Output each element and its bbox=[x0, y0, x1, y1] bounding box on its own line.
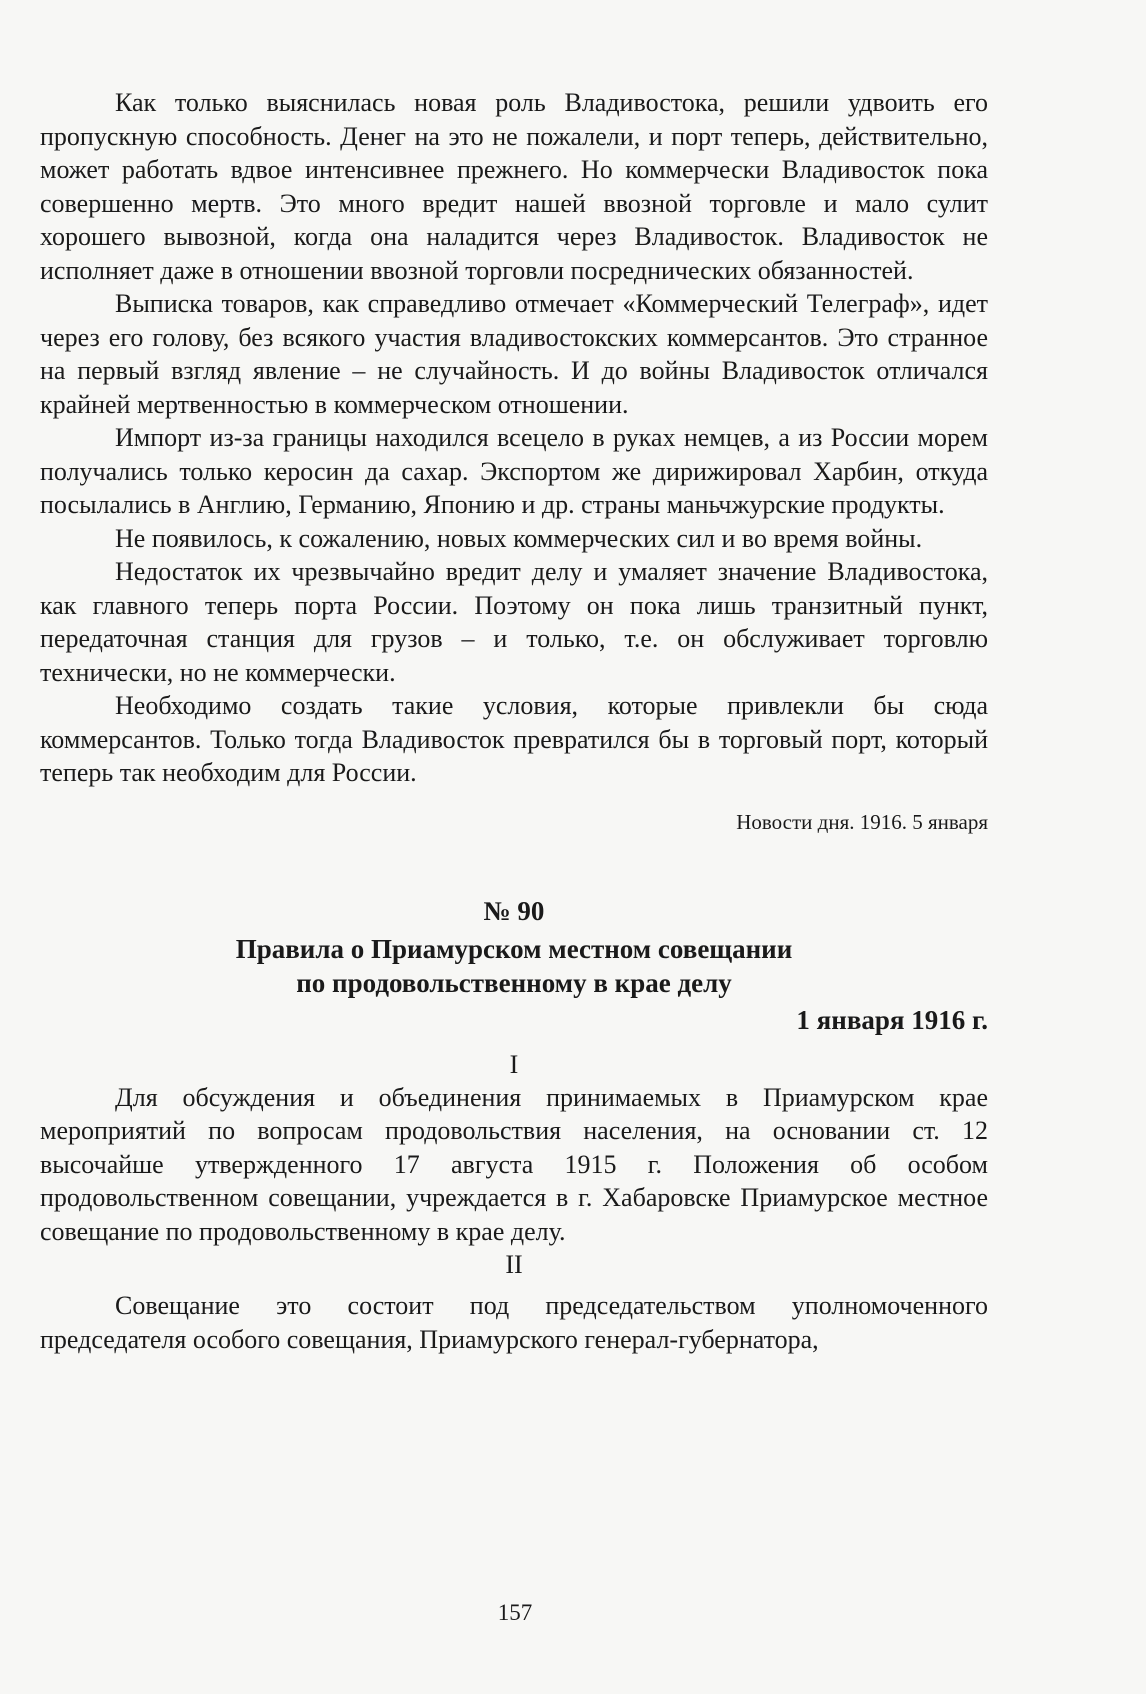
section-heading-2: II bbox=[505, 1250, 523, 1279]
section-heading-1: I bbox=[509, 1049, 519, 1079]
document-number: № 90 bbox=[483, 895, 545, 926]
source-citation: Новости дня. 1916. 5 января bbox=[736, 809, 988, 834]
paragraph-conditions-needed: Необходимо создать такие условия, которые привлекли бы сюда коммерсантов. Только тогда Владивосток превратился бы в торговый порт, который теперь так необходим для России. bbox=[40, 691, 988, 787]
section-2-text: Совещание это состоит под председательством уполномоченного председателя особого совещания, Приамурского генерал-губернатора, bbox=[40, 1291, 988, 1354]
page-text bbox=[40, 86, 988, 1356]
document-title-line-2: по продовольственному в крае делу bbox=[296, 967, 732, 998]
page-number: 157 bbox=[497, 1600, 533, 1625]
paragraph-import-export: Импорт из-за границы находился всецело в руках немцев, а из России морем получались только керосин да сахар. Экспортом же дирижировал Харбин, откуда посылались в Англию, Германию, Японию и др. страны маньчжурские продукты. bbox=[40, 423, 988, 519]
document-title-line-1: Правила о Приамурском местном совещании bbox=[235, 933, 793, 964]
section-1-text: Для обсуждения и объединения принимаемых в Приамурском крае мероприятий по вопросам продовольствия населения, на основании ст. 12 высочайше утвержденного 17 августа 1915 г. Положения об особом продовольственном совещании, учреждается в г. Хабаровске Приамурское местное совещание по продовольственному в крае делу. bbox=[40, 1082, 988, 1246]
document-date: 1 января 1916 г. bbox=[796, 1004, 988, 1035]
paragraph-no-new-forces: Не появилось, к сожалению, новых коммерческих сил и во время войны. bbox=[115, 523, 923, 553]
paragraph-role-of-vladivostok: Как только выяснилась новая роль Владивостока, решили удвоить его пропускную способность. Денег на это не пожалели, и порт теперь, действительно, может работать вдвое интенсивнее прежнего. Но коммерчески Владивосток пока совершенно мертв. Это много вредит нашей ввозной торговле и мало сулит хорошего вывозной, когда она наладится через Владивосток. Владивосток не исполняет даже в отношении ввозной торговли посреднических обязанностей. bbox=[40, 88, 988, 285]
paragraph-commercial-telegraph: Выписка товаров, как справедливо отмечает «Коммерческий Телеграф», идет через его голову, без всякого участия владивостокских коммерсантов. Это странное на первый взгляд явление – не случайность. И до войны Владивосток отличался крайней мертвенностью в коммерческом отношении. bbox=[40, 289, 988, 419]
paragraph-transit-point: Недостаток их чрезвычайно вредит делу и умаляет значение Владивостока, как главного теперь порта России. Поэтому он пока лишь транзитный пункт, передаточная станция для грузов – и только, т.е. он обслуживает торговлю технически, но не коммерчески. bbox=[40, 557, 988, 687]
